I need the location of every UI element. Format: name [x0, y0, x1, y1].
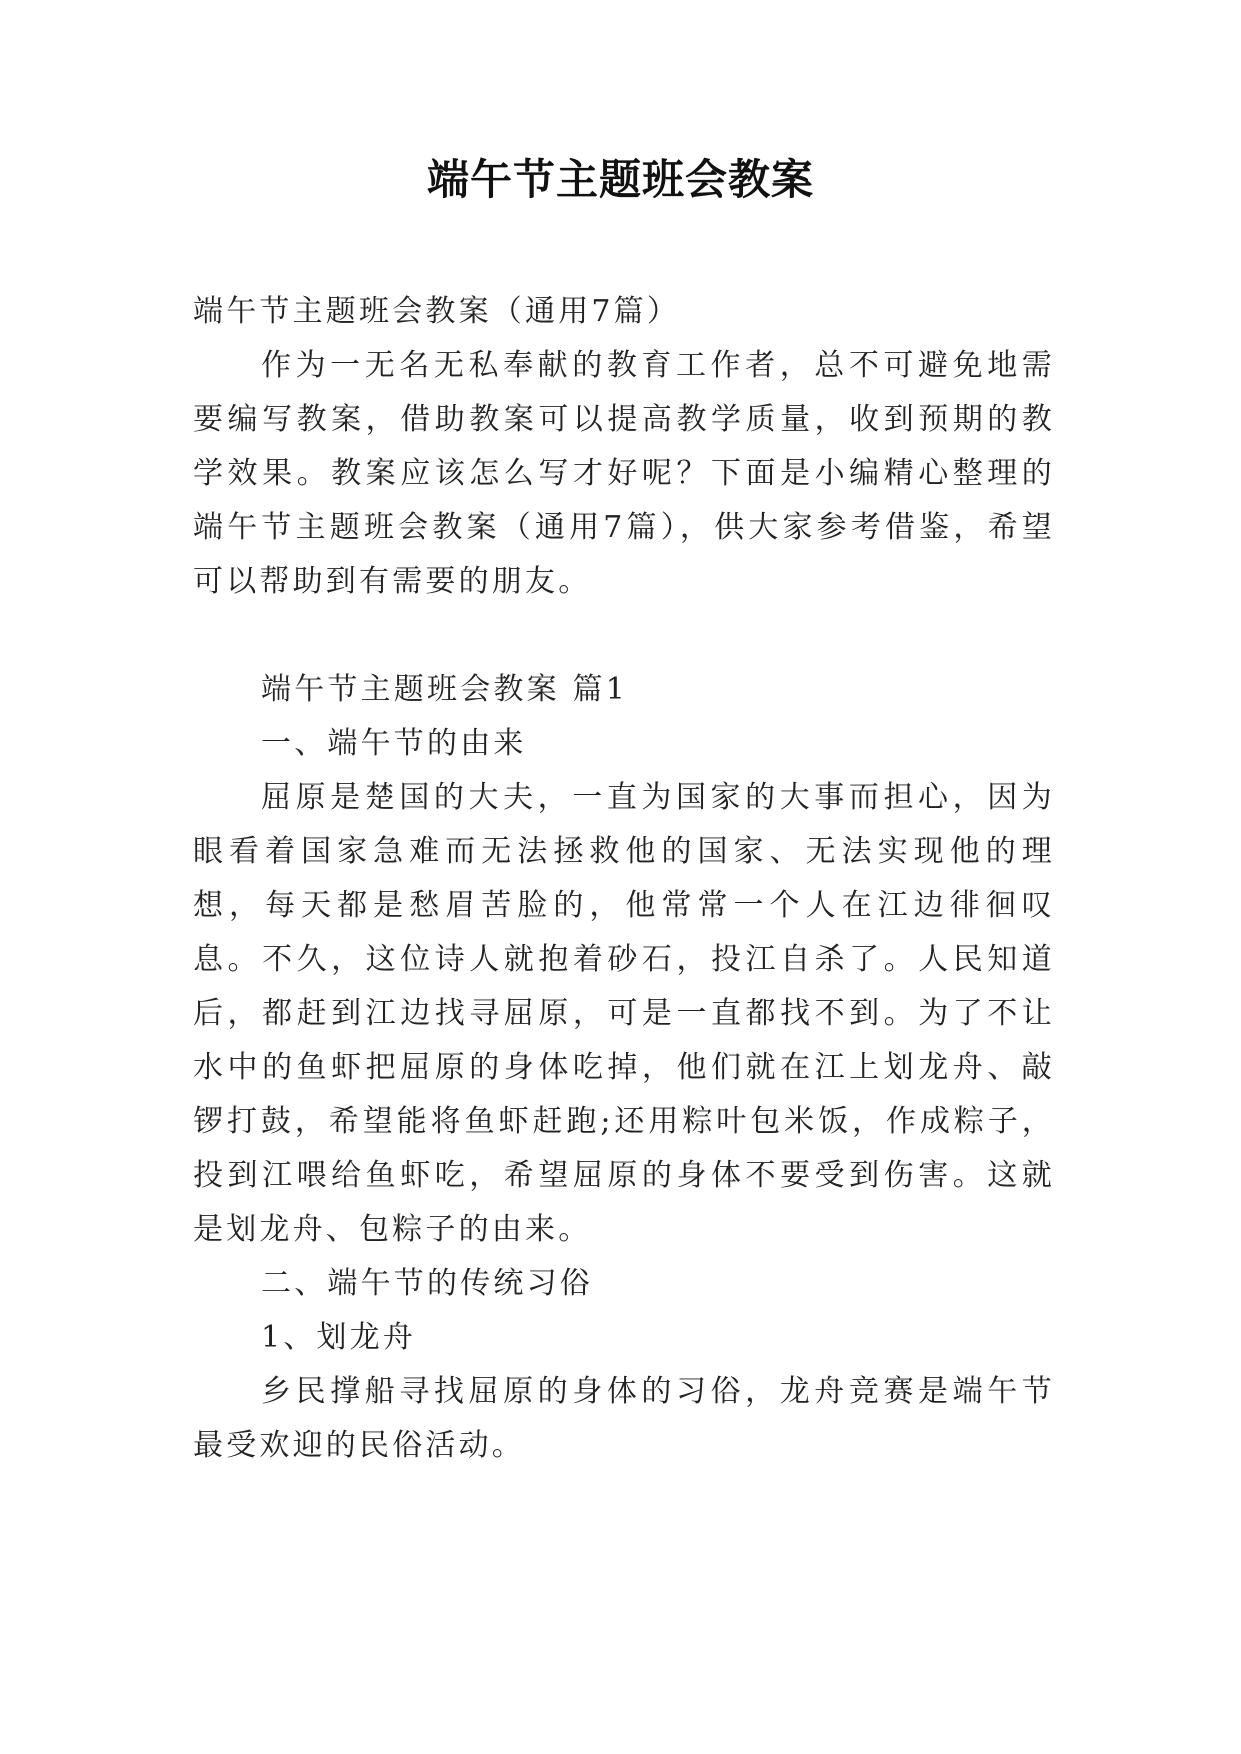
item1-heading: 1、划龙舟: [261, 1320, 417, 1355]
document-body: [193, 285, 1055, 1473]
part1-paragraph: 屈原是楚国的大夫，一直为国家的大事而担心，因为眼看着国家急难而无法拯救他的国家、无法实现他的理想，每天都是愁眉苦脸的，他常常一个人在江边徘徊叹息。不久，这位诗人就抱着砂石，投江自杀了。人民知道后，都赶到江边找寻屈原，可是一直都找不到。为了不让水中的鱼虾把屈原的身体吃掉，他们就在江上划龙舟、敲锣打鼓，希望能将鱼虾赶跑;还用粽叶包米饭，作成粽子，投到江喂给鱼虾吃，希望屈原的身体不要受到伤害。这就是划龙舟、包粽子的由来。: [193, 780, 1055, 1247]
document-title: 端午节主题班会教案: [426, 155, 814, 204]
document-subtitle: 端午节主题班会教案（通用7篇）: [193, 294, 681, 329]
item1-paragraph: 乡民撑船寻找屈原的身体的习俗，龙舟竞赛是端午节最受欢迎的民俗活动。: [193, 1374, 1055, 1463]
section-heading: 端午节主题班会教案 篇1: [261, 672, 629, 707]
part1-heading: 一、端午节的由来: [261, 726, 527, 761]
intro-paragraph: 作为一无名无私奉献的教育工作者，总不可避免地需要编写教案，借助教案可以提高教学质量，收到预期的教学效果。教案应该怎么写才好呢？下面是小编精心整理的端午节主题班会教案（通用7篇），供大家参考借鉴，希望可以帮助到有需要的朋友。: [193, 348, 1055, 599]
part2-heading: 二、端午节的传统习俗: [261, 1266, 593, 1301]
